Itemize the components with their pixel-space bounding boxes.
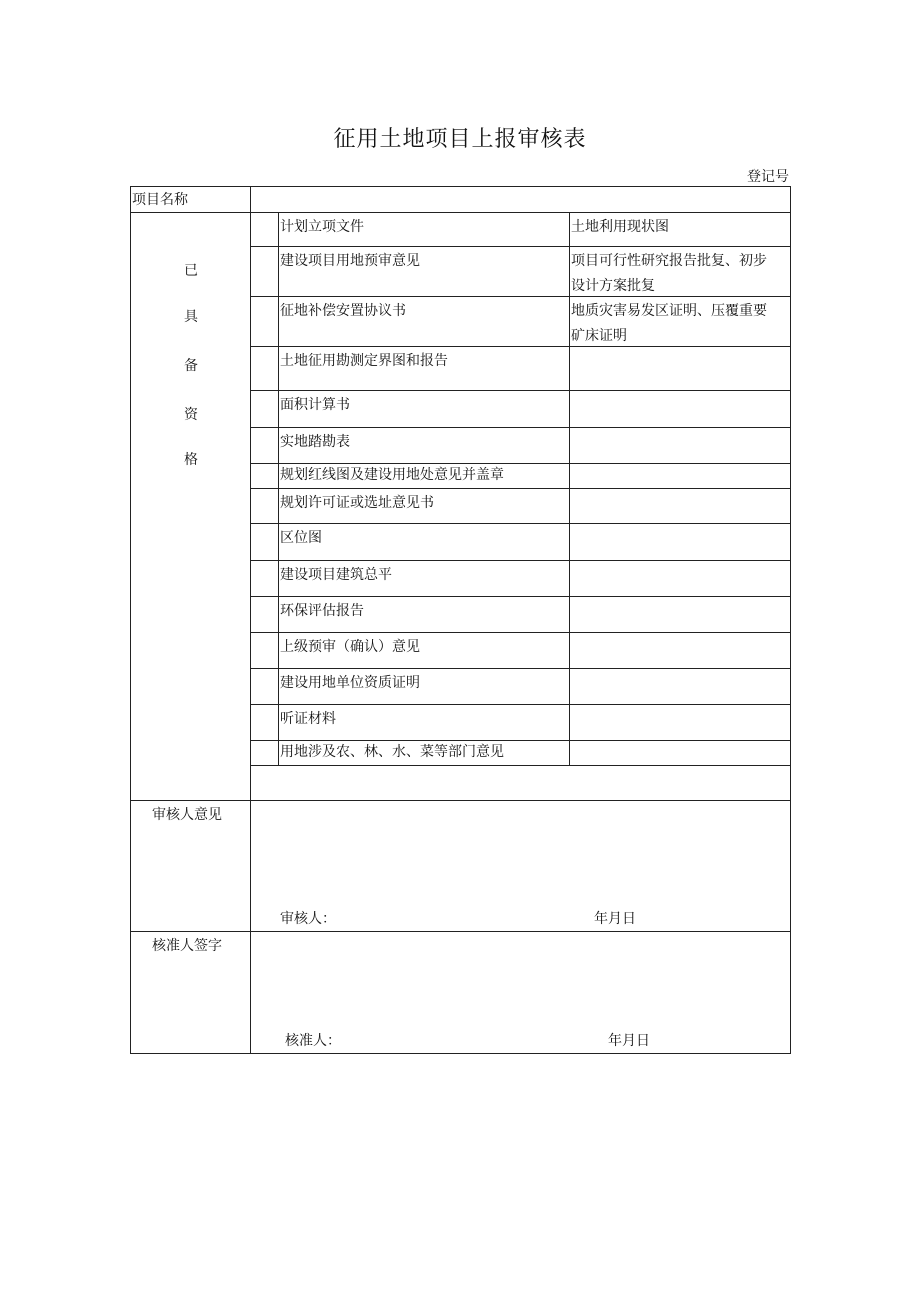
approver-signature-section-label: 核准人签字 xyxy=(152,938,222,954)
document-item-label: 规划许可证或选址意见书 xyxy=(280,495,434,511)
document-check-cell[interactable] xyxy=(251,741,278,765)
document-item-secondary-label: 设计方案批复 xyxy=(571,278,655,294)
document-item-label: 建设用地单位资质证明 xyxy=(280,675,420,691)
table-top-border xyxy=(130,186,791,187)
document-item-label: 用地涉及农、林、水、菜等部门意见 xyxy=(280,744,504,760)
table-left-border xyxy=(130,186,131,1054)
document-row-divider xyxy=(250,596,791,597)
approver-signature-field[interactable] xyxy=(252,933,788,1025)
review-section-bottom xyxy=(130,931,791,932)
document-check-cell[interactable] xyxy=(251,561,278,596)
document-item-label: 实地踏勘表 xyxy=(280,434,350,450)
review-opinion-field[interactable] xyxy=(252,802,788,903)
document-item-label: 建设项目建筑总平 xyxy=(280,567,392,583)
project-name-label: 项目名称 xyxy=(132,192,188,208)
document-row-divider xyxy=(250,296,791,297)
document-item-label: 规划红线图及建设用地处意见并盖章 xyxy=(280,467,504,483)
qualification-section-bottom xyxy=(130,800,791,801)
document-row-divider xyxy=(250,390,791,391)
document-item-label: 区位图 xyxy=(280,530,322,546)
document-row-divider xyxy=(250,488,791,489)
document-row-divider xyxy=(250,765,791,766)
document-item-label: 面积计算书 xyxy=(280,397,350,413)
document-row-divider xyxy=(250,704,791,705)
document-check-cell[interactable] xyxy=(251,391,278,427)
table-bottom-border xyxy=(130,1053,791,1054)
review-date-label: 年月日 xyxy=(594,911,636,927)
document-row-divider xyxy=(250,523,791,524)
document-row-divider xyxy=(250,246,791,247)
document-item-secondary-label: 矿床证明 xyxy=(571,328,627,344)
document-check-cell[interactable] xyxy=(251,669,278,704)
table-right-border xyxy=(790,186,791,1054)
qualification-label-char: 格 xyxy=(184,452,198,468)
document-check-cell[interactable] xyxy=(251,247,278,296)
document-item-label: 土地征用勘测定界图和报告 xyxy=(280,353,448,369)
document-item-label: 计划立项文件 xyxy=(280,219,364,235)
page-title: 征用土地项目上报审核表 xyxy=(333,127,587,152)
project-name-value-cell[interactable] xyxy=(252,188,788,211)
document-row-divider xyxy=(250,632,791,633)
document-check-cell[interactable] xyxy=(251,633,278,668)
document-item-label: 建设项目用地预审意见 xyxy=(280,253,420,269)
register-number-label: 登记号 xyxy=(747,169,789,185)
document-check-cell[interactable] xyxy=(251,428,278,463)
document-row-divider xyxy=(250,346,791,347)
document-row-divider xyxy=(250,668,791,669)
approver-signature-label: 核准人： xyxy=(285,1033,341,1049)
document-check-cell[interactable] xyxy=(251,297,278,346)
document-item-label: 环保评估报告 xyxy=(280,603,364,619)
qualification-label-char: 已 xyxy=(184,263,198,279)
document-check-cell[interactable] xyxy=(251,705,278,740)
document-row-divider xyxy=(250,560,791,561)
document-item-secondary-label: 地质灾害易发区证明、压覆重要 xyxy=(571,303,767,319)
document-check-cell[interactable] xyxy=(251,213,278,246)
document-item-label: 上级预审（确认）意见 xyxy=(280,639,420,655)
document-check-cell[interactable] xyxy=(251,524,278,560)
document-check-cell[interactable] xyxy=(251,347,278,390)
review-opinion-label: 审核人意见 xyxy=(152,807,222,823)
qualification-label-char: 具 xyxy=(184,309,198,325)
document-check-cell[interactable] xyxy=(251,464,278,488)
document-row-divider xyxy=(250,427,791,428)
document-item-label: 听证材料 xyxy=(280,711,336,727)
document-check-cell[interactable] xyxy=(251,489,278,523)
document-check-cell[interactable] xyxy=(251,597,278,632)
approve-date-label: 年月日 xyxy=(608,1033,650,1049)
document-item-secondary-label: 项目可行性研究报告批复、初步 xyxy=(571,253,767,269)
reviewer-signature-label: 审核人： xyxy=(280,911,336,927)
qualification-label-char: 备 xyxy=(184,358,198,374)
document-item-label: 征地补偿安置协议书 xyxy=(280,303,406,319)
document-item-secondary-label: 土地利用现状图 xyxy=(571,219,669,235)
project-name-row-divider xyxy=(130,212,791,213)
qualification-label-char: 资 xyxy=(184,407,198,423)
